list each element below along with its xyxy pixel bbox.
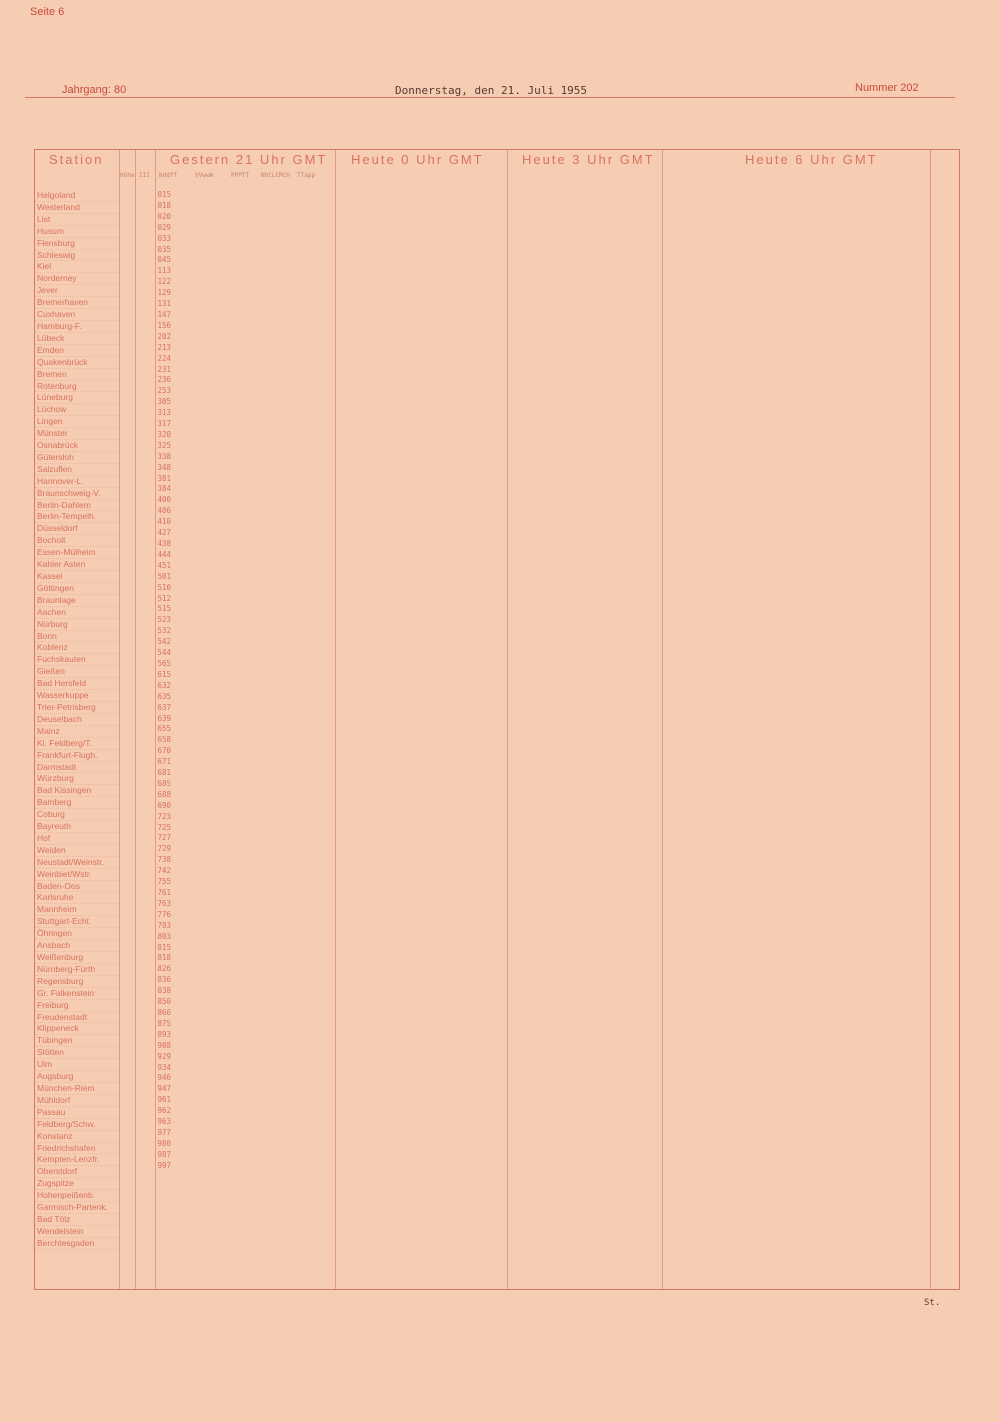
station-code: 213 bbox=[157, 342, 171, 352]
station-code: 565 bbox=[157, 658, 171, 668]
station-name: Fuchskauten bbox=[35, 654, 119, 666]
station-name: Schleswig bbox=[35, 250, 119, 262]
station-code: 639 bbox=[157, 713, 171, 723]
station-code: 836 bbox=[157, 975, 171, 985]
station-name: Ansbach bbox=[35, 940, 119, 952]
station-name: Klippeneck bbox=[35, 1023, 119, 1035]
station-name: Essen-Mülheim bbox=[35, 547, 119, 559]
station-code: 542 bbox=[157, 637, 171, 647]
subcol-ppptt: PPPTT bbox=[231, 172, 250, 179]
page-number: Seite 6 bbox=[30, 6, 65, 18]
station-code: 224 bbox=[157, 353, 171, 363]
station-name: Stuttgart-Echt. bbox=[35, 916, 119, 928]
station-code: 850 bbox=[157, 997, 171, 1007]
station-code: 977 bbox=[157, 1127, 171, 1137]
station-name: Salzuflen bbox=[35, 464, 119, 476]
station-code: 501 bbox=[157, 571, 171, 581]
station-name: Weißenburg bbox=[35, 952, 119, 964]
station-code: 147 bbox=[157, 309, 171, 319]
station-code: 438 bbox=[157, 539, 171, 548]
station-code: 515 bbox=[157, 604, 171, 614]
station-name: Aachen bbox=[35, 607, 119, 619]
subcol-nhclcmch: NhCLCMCH bbox=[261, 172, 290, 179]
station-code: 018 bbox=[157, 200, 171, 210]
station-code: 451 bbox=[157, 560, 171, 570]
station-code: 015 bbox=[157, 190, 171, 199]
station-code: 803 bbox=[157, 931, 171, 941]
station-code: 934 bbox=[157, 1062, 171, 1072]
col-station-header: Station bbox=[49, 152, 104, 167]
station-name: Bad Hersfeld bbox=[35, 678, 119, 690]
station-code: 962 bbox=[157, 1106, 171, 1116]
station-code: 637 bbox=[157, 702, 171, 712]
station-code: 929 bbox=[157, 1051, 171, 1061]
station-code: 980 bbox=[157, 1138, 171, 1148]
station-code: 544 bbox=[157, 648, 171, 658]
station-name: Bocholt bbox=[35, 535, 119, 547]
volume-label: Jahrgang: 80 bbox=[62, 84, 127, 96]
station-name: Weinbiet/Wstr. bbox=[35, 869, 119, 881]
station-code: 325 bbox=[157, 440, 171, 450]
station-code: 997 bbox=[157, 1160, 171, 1170]
station-name: Augsburg bbox=[35, 1071, 119, 1083]
station-name: Würzburg bbox=[35, 773, 119, 785]
station-name: Bayreuth bbox=[35, 821, 119, 833]
station-name: Hamburg-F. bbox=[35, 321, 119, 333]
station-name: Lüneburg bbox=[35, 392, 119, 404]
station-name: Bad Kissingen bbox=[35, 785, 119, 797]
station-code: 313 bbox=[157, 408, 171, 418]
station-code: 045 bbox=[157, 255, 171, 265]
station-name: Flensburg bbox=[35, 238, 119, 250]
station-code: 776 bbox=[157, 909, 171, 919]
station-code: 727 bbox=[157, 833, 171, 843]
station-name: Garmisch-Partenk. bbox=[35, 1202, 119, 1214]
col-gestern-header: Gestern 21 Uhr GMT bbox=[170, 152, 328, 167]
station-code: 156 bbox=[157, 320, 171, 330]
station-name: Westerland bbox=[35, 202, 119, 214]
station-name: Darmstadt bbox=[35, 762, 119, 774]
station-name: Bremen bbox=[35, 369, 119, 381]
station-code: 963 bbox=[157, 1117, 171, 1127]
subcol-ttapp: TTapp bbox=[297, 172, 316, 179]
report-date: Donnerstag, den 21. Juli 1955 bbox=[395, 84, 588, 97]
station-name: Osnabrück bbox=[35, 440, 119, 452]
station-code: 681 bbox=[157, 768, 171, 778]
station-name: Berlin-Dahlem bbox=[35, 500, 119, 512]
station-name: Passau bbox=[35, 1107, 119, 1119]
col-hoehe-header: Höhe bbox=[120, 172, 135, 179]
station-name: Münster bbox=[35, 428, 119, 440]
station-name: Kl. Feldberg/T. bbox=[35, 738, 119, 750]
station-code: 946 bbox=[157, 1073, 171, 1083]
station-name: Bamberg bbox=[35, 797, 119, 809]
station-code: 236 bbox=[157, 375, 171, 385]
station-name: Friedrichshafen bbox=[35, 1143, 119, 1155]
station-name: Emden bbox=[35, 345, 119, 357]
header-rule bbox=[25, 97, 955, 98]
station-name: Norderney bbox=[35, 273, 119, 285]
station-code: 035 bbox=[157, 244, 171, 254]
station-code: 635 bbox=[157, 691, 171, 701]
station-code: 406 bbox=[157, 506, 171, 516]
station-name: Trier-Petrisberg bbox=[35, 702, 119, 714]
station-code: 670 bbox=[157, 746, 171, 756]
station-code: 866 bbox=[157, 1007, 171, 1017]
station-code: 029 bbox=[157, 222, 171, 232]
col-heute3-header: Heute 3 Uhr GMT bbox=[522, 152, 655, 167]
station-name: Helgoland bbox=[35, 190, 119, 202]
station-code: 253 bbox=[157, 386, 171, 396]
station-name: Gießen bbox=[35, 666, 119, 678]
station-name: Tübingen bbox=[35, 1035, 119, 1047]
station-code: 410 bbox=[157, 517, 171, 527]
station-code: 129 bbox=[157, 288, 171, 298]
station-name: Braunlage bbox=[35, 595, 119, 607]
station-code: 381 bbox=[157, 473, 171, 483]
station-code: 742 bbox=[157, 866, 171, 876]
station-code: 685 bbox=[157, 778, 171, 788]
station-code: 305 bbox=[157, 397, 171, 407]
footer-label: St. bbox=[924, 1298, 941, 1308]
station-name: Gütersloh bbox=[35, 452, 119, 464]
station-name: Kahler Asten bbox=[35, 559, 119, 571]
station-name: Quakenbrück bbox=[35, 357, 119, 369]
station-name: Kassel bbox=[35, 571, 119, 583]
station-name: Stötten bbox=[35, 1047, 119, 1059]
station-name: Lüchow bbox=[35, 404, 119, 416]
station-code: 655 bbox=[157, 724, 171, 734]
station-code: 523 bbox=[157, 615, 171, 625]
station-code: 688 bbox=[157, 789, 171, 799]
station-name: Zugspitze bbox=[35, 1178, 119, 1190]
station-name: Feldberg/Schw. bbox=[35, 1119, 119, 1131]
station-name: Lingen bbox=[35, 416, 119, 428]
station-name: Kempten-Lenzfr. bbox=[35, 1154, 119, 1166]
station-code: 658 bbox=[157, 735, 171, 745]
station-code: 961 bbox=[157, 1095, 171, 1105]
station-code: 033 bbox=[157, 233, 171, 243]
station-code: 231 bbox=[157, 364, 171, 374]
station-name: Deuselbach bbox=[35, 714, 119, 726]
station-code: 838 bbox=[157, 986, 171, 996]
station-name: Regensburg bbox=[35, 976, 119, 988]
station-code: 317 bbox=[157, 419, 171, 429]
station-code: 615 bbox=[157, 669, 171, 679]
station-code: 738 bbox=[157, 855, 171, 865]
station-code: 755 bbox=[157, 877, 171, 887]
station-name: Cuxhaven bbox=[35, 309, 119, 321]
station-code: 384 bbox=[157, 484, 171, 494]
station-name: München-Riem bbox=[35, 1083, 119, 1095]
station-code: 875 bbox=[157, 1018, 171, 1028]
station-name: Frankfurt-Flugh. bbox=[35, 750, 119, 762]
station-code: 512 bbox=[157, 593, 171, 603]
station-name: Baden-Oos bbox=[35, 881, 119, 893]
station-name: Rotenburg bbox=[35, 381, 119, 393]
station-name: Hohenpeißenb. bbox=[35, 1190, 119, 1202]
station-code: 818 bbox=[157, 953, 171, 963]
station-name: Koblenz bbox=[35, 642, 119, 654]
col-heute0-header: Heute 0 Uhr GMT bbox=[351, 152, 484, 167]
station-name: Freudenstadt bbox=[35, 1012, 119, 1024]
station-name: Nürnberg-Fürth bbox=[35, 964, 119, 976]
station-code: 348 bbox=[157, 462, 171, 472]
weather-table bbox=[34, 149, 960, 1290]
issue-number: Nummer 202 bbox=[855, 82, 919, 94]
station-name: Berchtesgaden bbox=[35, 1238, 119, 1250]
station-code: 783 bbox=[157, 920, 171, 930]
station-code: 532 bbox=[157, 626, 171, 636]
station-name: Mühldorf bbox=[35, 1095, 119, 1107]
station-code: 893 bbox=[157, 1029, 171, 1039]
station-name: Neustadt/Weinstr. bbox=[35, 857, 119, 869]
station-name: Husum bbox=[35, 226, 119, 238]
station-code: 113 bbox=[157, 266, 171, 276]
station-name: Konstanz bbox=[35, 1131, 119, 1143]
station-code: 729 bbox=[157, 844, 171, 854]
station-code: 202 bbox=[157, 331, 171, 341]
subcol-vvwww: VVwwW bbox=[195, 172, 214, 179]
station-name: Freiburg bbox=[35, 1000, 119, 1012]
station-name: Ulm bbox=[35, 1059, 119, 1071]
station-code: 444 bbox=[157, 549, 171, 559]
station-code: 826 bbox=[157, 964, 171, 974]
station-name: Coburg bbox=[35, 809, 119, 821]
station-code: 020 bbox=[157, 211, 171, 221]
station-name: Braunschweig-V. bbox=[35, 488, 119, 500]
station-name: Karlsruhe bbox=[35, 892, 119, 904]
station-list bbox=[35, 190, 119, 1250]
station-code: 947 bbox=[157, 1084, 171, 1094]
station-code: 632 bbox=[157, 680, 171, 690]
station-code: 131 bbox=[157, 299, 171, 309]
station-code: 815 bbox=[157, 942, 171, 952]
station-code: 400 bbox=[157, 495, 171, 505]
station-name: Wendelstein bbox=[35, 1226, 119, 1238]
station-name: Berlin-Tempelh. bbox=[35, 511, 119, 523]
station-name: Oberstdorf bbox=[35, 1166, 119, 1178]
station-name: Mainz bbox=[35, 726, 119, 738]
station-name: Kiel bbox=[35, 261, 119, 273]
station-name: Hof bbox=[35, 833, 119, 845]
subcol-nddff: Nddff bbox=[159, 172, 178, 179]
station-name: List bbox=[35, 214, 119, 226]
station-code: 908 bbox=[157, 1040, 171, 1050]
station-code: 510 bbox=[157, 582, 171, 592]
station-name: Bremerhaven bbox=[35, 297, 119, 309]
station-name: Wasserkuppe bbox=[35, 690, 119, 702]
station-code: 725 bbox=[157, 822, 171, 832]
station-name: Göttingen bbox=[35, 583, 119, 595]
station-name: Mannheim bbox=[35, 904, 119, 916]
station-name: Öhringen bbox=[35, 928, 119, 940]
station-code: 338 bbox=[157, 451, 171, 461]
station-name: Lübeck bbox=[35, 333, 119, 345]
station-name: Jever bbox=[35, 285, 119, 297]
station-code: 763 bbox=[157, 898, 171, 908]
station-code: 987 bbox=[157, 1149, 171, 1159]
station-code: 690 bbox=[157, 800, 171, 810]
station-code: 427 bbox=[157, 528, 171, 538]
station-code: 761 bbox=[157, 888, 171, 897]
station-name: Bonn bbox=[35, 631, 119, 643]
station-name: Weiden bbox=[35, 845, 119, 857]
col-heute6-header: Heute 6 Uhr GMT bbox=[745, 152, 878, 167]
station-code: 671 bbox=[157, 757, 171, 767]
station-name: Nürburg bbox=[35, 619, 119, 631]
station-code: 122 bbox=[157, 277, 171, 287]
station-code-list bbox=[121, 190, 171, 1172]
station-name: Düsseldorf bbox=[35, 523, 119, 535]
col-iii-header: III bbox=[139, 172, 150, 179]
station-code: 723 bbox=[157, 811, 171, 821]
station-name: Gr. Falkenstein bbox=[35, 988, 119, 1000]
station-name: Bad Tölz bbox=[35, 1214, 119, 1226]
station-code: 320 bbox=[157, 429, 171, 439]
station-name: Hannover-L. bbox=[35, 476, 119, 488]
